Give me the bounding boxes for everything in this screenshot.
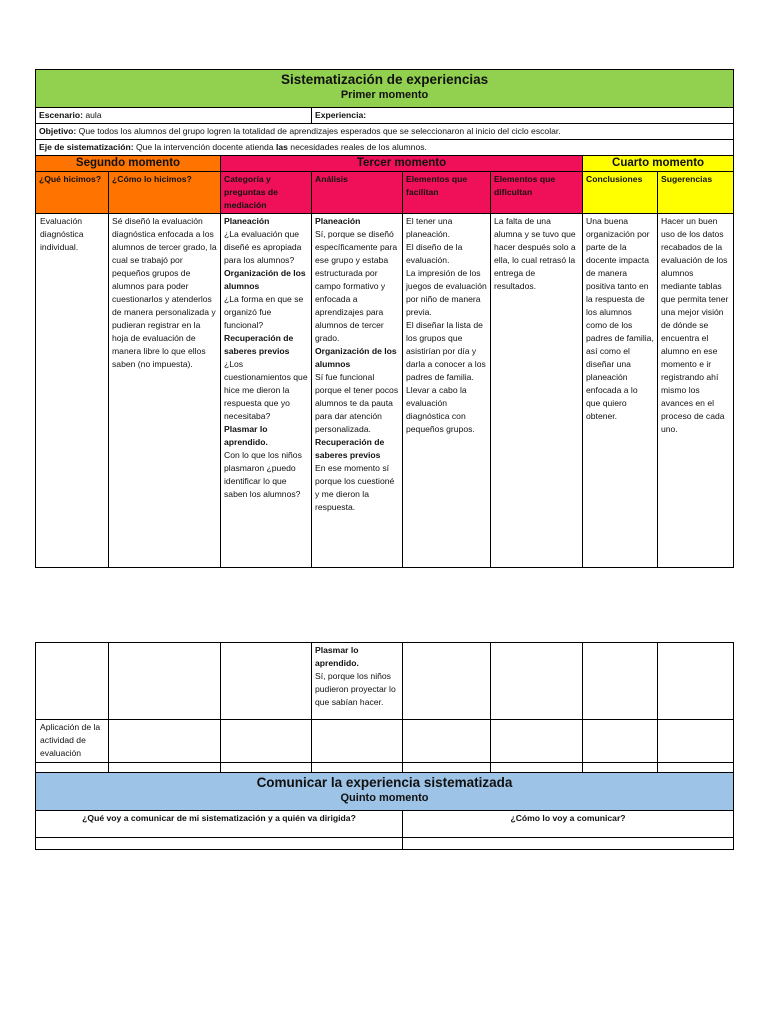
empty-cell bbox=[491, 643, 583, 720]
empty-cell bbox=[403, 643, 491, 720]
answer-como-comunicar bbox=[403, 838, 734, 850]
question-como-comunicar: ¿Cómo lo voy a comunicar? bbox=[403, 811, 734, 838]
comunicar-title: Comunicar la experiencia sistematizada bbox=[256, 775, 513, 790]
empty-cell bbox=[221, 643, 312, 720]
cell-como: Sé diseñó la evaluación diagnóstica enfocada a los alumnos de tercer grado, la cual se trabajó por pequeños grupos de alumnos para poder cuestionarlos y atenderlos de manera personalizada y pudieran registrar en la hoja de evaluación de manera libre lo que ellos saben (no impuesta). bbox=[109, 214, 221, 568]
experiencia-cell: Experiencia: bbox=[312, 108, 734, 124]
cell-que: Evaluación diagnóstica individual. bbox=[36, 214, 109, 568]
comunicar-subtitle: Quinto momento bbox=[340, 792, 429, 804]
cell-categoria: Planeación ¿La evaluación que diseñé es apropiada para los alumnos? Organización de los alumnos ¿La forma en que se organizó fue funcional? Recuperación de saberes previos ¿Los cuestionamientos que hice me dieron la respuesta que yo necesitaba? Plasmar lo aprendido. Con lo que los niños plasmaron ¿puedo identificar lo que saben los alumnos? bbox=[221, 214, 312, 568]
continuation-table bbox=[35, 642, 734, 850]
empty-cell bbox=[109, 763, 221, 773]
header-analisis: Análisis bbox=[312, 172, 403, 214]
empty-cell bbox=[491, 720, 583, 763]
page-subtitle: Primer momento bbox=[340, 89, 429, 101]
cell-analisis-cont: Plasmar lo aprendido. Sí, porque los niños pudieron proyectar lo que sabían hacer. bbox=[312, 643, 403, 720]
objetivo-cell: Objetivo: Que todos los alumnos del grupo logren la totalidad de aprendizajes esperados que se seleccionaron al inicio del ciclo escolar. bbox=[36, 124, 734, 140]
empty-cell bbox=[583, 720, 658, 763]
header-categoria: Categoría y preguntas de mediación bbox=[221, 172, 312, 214]
page-title: Sistematización de experiencias bbox=[281, 72, 489, 87]
empty-cell bbox=[583, 643, 658, 720]
comunicar-cell bbox=[36, 773, 734, 811]
empty-cell bbox=[583, 763, 658, 773]
eje-cell: Eje de sistematización: Que la intervención docente atienda las necesidades reales de los alumnos. bbox=[36, 140, 734, 156]
empty-cell bbox=[403, 763, 491, 773]
section-segundo: Segundo momento bbox=[36, 156, 221, 172]
header-como: ¿Cómo lo hicimos? bbox=[109, 172, 221, 214]
empty-cell bbox=[658, 643, 734, 720]
cell-facilitan: El tener una planeación. El diseño de la evaluación. La impresión de los juegos de evaluación por niño de manera previa. El diseñar la lista de los grupos que asistirían por día y darla a conocer a los padres de familia. Llevar a cabo la evaluación diagnóstica con pequeños grupos. bbox=[403, 214, 491, 568]
empty-cell bbox=[491, 763, 583, 773]
cell-dificultan: La falta de una alumna y se tuvo que hacer después solo a ella, lo cual retrasó la entrega de resultados. bbox=[491, 214, 583, 568]
cell-aplicacion: Aplicación de la actividad de evaluación bbox=[36, 720, 109, 763]
escenario-cell: Escenario: aula bbox=[36, 108, 312, 124]
header-sugerencias: Sugerencias bbox=[658, 172, 734, 214]
empty-cell bbox=[109, 643, 221, 720]
question-que-comunicar: ¿Qué voy a comunicar de mi sistematización y a quién va dirigida? bbox=[36, 811, 403, 838]
header-conclusiones: Conclusiones bbox=[583, 172, 658, 214]
empty-cell bbox=[658, 763, 734, 773]
header-que: ¿Qué hicimos? bbox=[36, 172, 109, 214]
empty-cell bbox=[36, 763, 109, 773]
empty-cell bbox=[36, 643, 109, 720]
cell-conclusiones: Una buena organización por parte de la docente impacta de manera positiva tanto en la respuesta de los alumnos como de los padres de familia, así como el diseñar una planeación enfocada a lo que quiero obtener. bbox=[583, 214, 658, 568]
empty-cell bbox=[109, 720, 221, 763]
empty-cell bbox=[221, 720, 312, 763]
section-cuarto: Cuarto momento bbox=[583, 156, 734, 172]
empty-cell bbox=[312, 720, 403, 763]
header-dificultan: Elementos que dificultan bbox=[491, 172, 583, 214]
cell-analisis: Planeación Sí, porque se diseñó específicamente para ese grupo y estaba estructurada por campo formativo y enfocada a aprendizajes para alumnos de tercer grado. Organización de los alumnos Sí fue funcional porque el tener pocos alumnos te da pauta para dar atención personalizada. Recuperación de saberes previos En ese momento sí porque los cuestioné y me dieron la respuesta. bbox=[312, 214, 403, 568]
empty-cell bbox=[658, 720, 734, 763]
empty-cell bbox=[312, 763, 403, 773]
empty-cell bbox=[221, 763, 312, 773]
section-tercero: Tercer momento bbox=[221, 156, 583, 172]
empty-cell bbox=[403, 720, 491, 763]
cell-sugerencias: Hacer un buen uso de los datos recabados de la evaluación de los alumnos mediante tablas que permita tener una mejor visión de dónde se encuentra el alumno en ese momento e ir registrando ahí mismo los avances en el proceso de cada uno. bbox=[658, 214, 734, 568]
experience-table bbox=[35, 69, 734, 568]
title-cell bbox=[36, 70, 734, 108]
answer-que-comunicar bbox=[36, 838, 403, 850]
header-facilitan: Elementos que facilitan bbox=[403, 172, 491, 214]
